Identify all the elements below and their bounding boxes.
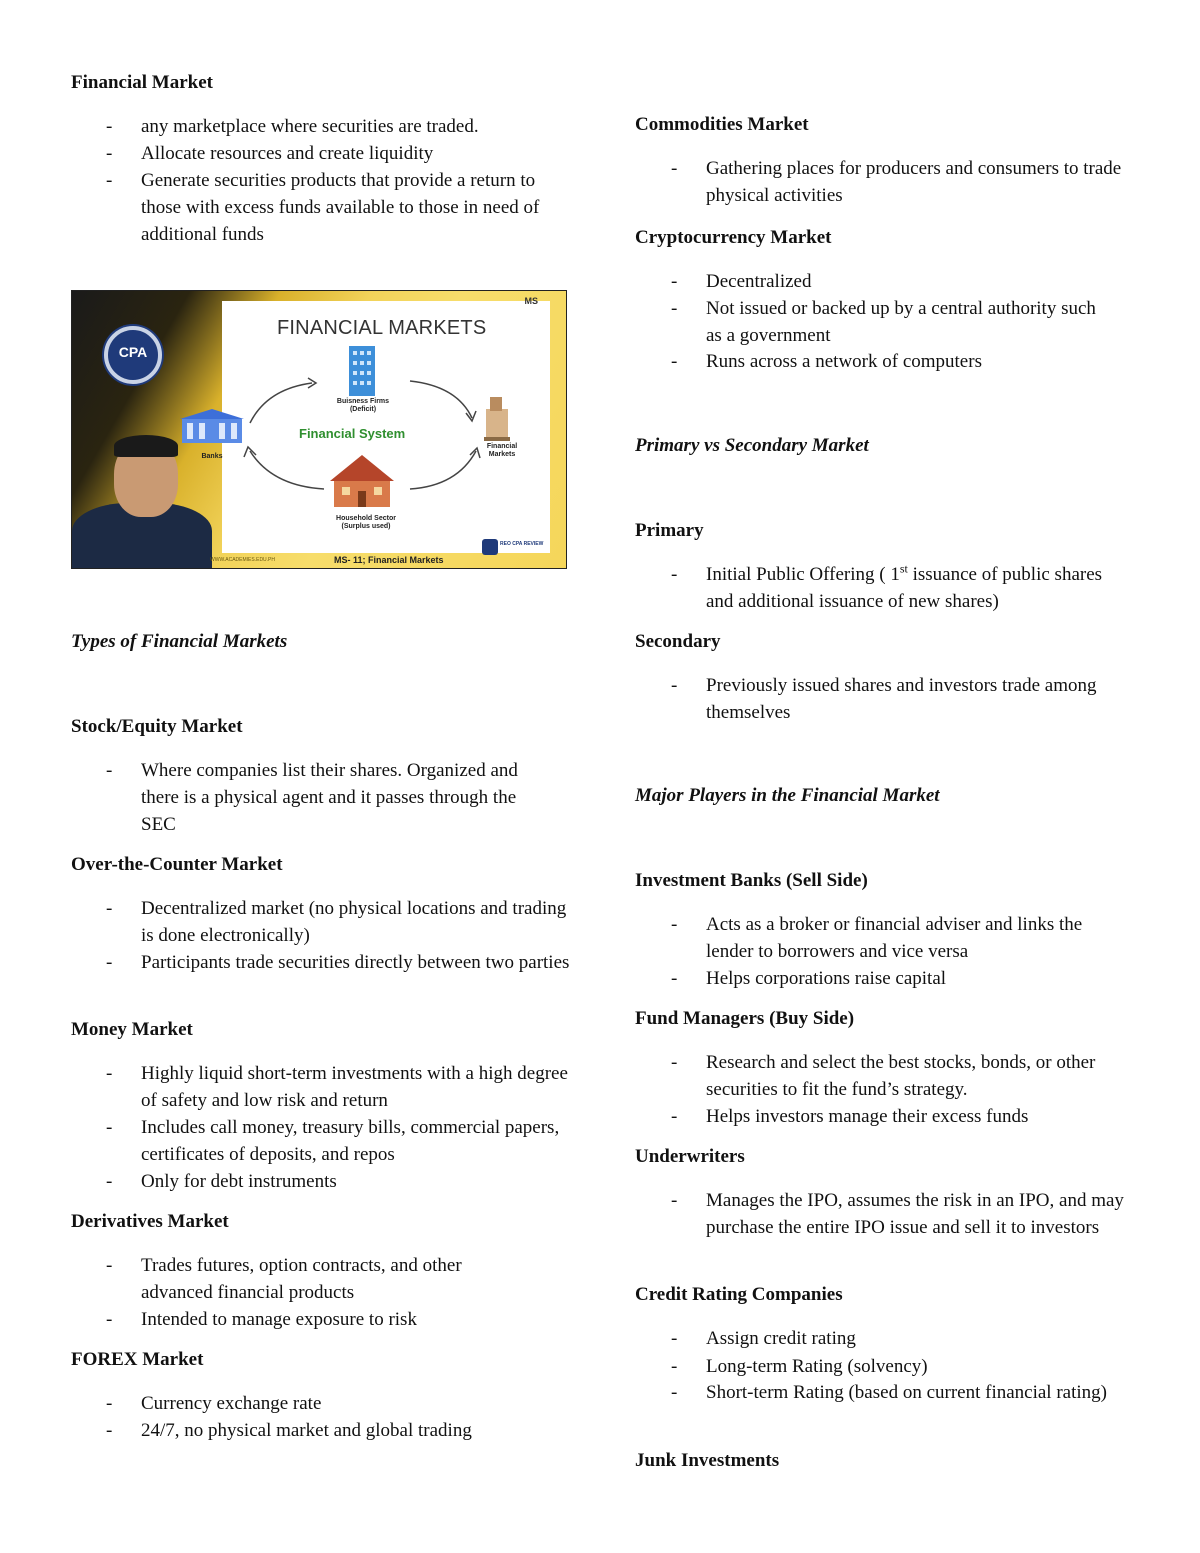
derivatives-market-heading: Derivatives Market — [71, 1211, 229, 1232]
lecture-slide-image — [71, 290, 567, 569]
stock-market-heading: Stock/Equity Market — [71, 716, 243, 737]
arrow-household-to-markets — [410, 451, 476, 489]
cpa-seal-logo: CPA — [104, 326, 162, 384]
financial-market-heading: Financial Market — [71, 72, 213, 93]
list-item: - Highly liquid short-term investments with a high degree of safety and low risk and return — [106, 1063, 568, 1111]
financial-market-building-icon — [484, 397, 510, 441]
slide-corner-label: MS — [524, 296, 538, 306]
primary-heading: Primary — [635, 520, 704, 541]
list-item: - Acts as a broker or financial adviser and links the lender to borrowers and vice versa — [671, 914, 1083, 962]
list-item: - Intended to manage exposure to risk — [106, 1309, 417, 1330]
list-item: - Not issued or backed up by a central authority such as a government — [671, 298, 1096, 346]
list-item: - Decentralized market (no physical locations and trading is done electronically) — [106, 898, 567, 946]
financial-markets-label: Financial Markets — [486, 443, 518, 458]
list-item: - Assign credit rating — [671, 1328, 856, 1349]
money-market-heading: Money Market — [71, 1019, 193, 1040]
list-item: - Includes call money, treasury bills, commercial papers, certificates of deposits, and repos — [106, 1117, 560, 1165]
credit-rating-heading: Credit Rating Companies — [635, 1284, 843, 1305]
list-item: - any marketplace where securities are traded. — [106, 116, 479, 137]
arrow-firms-to-markets — [410, 381, 472, 418]
types-heading: Types of Financial Markets — [71, 631, 288, 652]
list-item: - Gathering places for producers and consumers to trade physical activities — [671, 158, 1122, 206]
household-sector-label: Household Sector (Surplus used) — [336, 515, 396, 530]
slide-url: WWW.ACADEMIES.EDU.PH — [210, 557, 276, 563]
list-item: - Allocate resources and create liquidity — [106, 143, 434, 164]
list-item: - Trades futures, option contracts, and other advanced financial products — [106, 1255, 462, 1303]
commodities-market-heading: Commodities Market — [635, 114, 809, 135]
secondary-heading: Secondary — [635, 631, 721, 652]
cryptocurrency-market-heading: Cryptocurrency Market — [635, 227, 832, 248]
fund-managers-heading: Fund Managers (Buy Side) — [635, 1008, 855, 1029]
list-item: - Research and select the best stocks, bonds, or other securities to fit the fund’s strategy. — [671, 1052, 1096, 1100]
banks-label: Banks — [201, 453, 223, 460]
list-item: - 24/7, no physical market and global trading — [106, 1420, 472, 1441]
slide-footer: MS- 11; Financial Markets — [334, 555, 444, 565]
business-firms-label: Buisness Firms (Deficit) — [336, 398, 390, 413]
list-item: - Only for debt instruments — [106, 1171, 337, 1192]
arrow-banks-to-firms — [250, 383, 312, 423]
brand-name: REO CPA REVIEW — [500, 541, 544, 547]
bank-building-icon — [180, 409, 244, 443]
household-house-icon — [330, 455, 394, 507]
list-item: - Previously issued shares and investors trade among themselves — [671, 675, 1097, 723]
business-firm-building-icon — [349, 346, 375, 396]
list-item: - Helps investors manage their excess funds — [671, 1106, 1029, 1127]
list-item: - Helps corporations raise capital — [671, 968, 947, 989]
list-item: - Participants trade securities directly between two parties — [106, 952, 570, 973]
junk-investments-heading: Junk Investments — [635, 1450, 780, 1471]
list-item: - Where companies list their shares. Organized and there is a physical agent and it passes through the SEC — [106, 760, 518, 835]
primary-vs-secondary-heading: Primary vs Secondary Market — [635, 435, 869, 456]
investment-banks-heading: Investment Banks (Sell Side) — [635, 870, 868, 891]
list-item: - Currency exchange rate — [106, 1393, 322, 1414]
list-item: - Manages the IPO, assumes the risk in an IPO, and may purchase the entire IPO issue and sell it to investors — [671, 1190, 1124, 1238]
presenter-hair — [114, 435, 178, 457]
underwriters-heading: Underwriters — [635, 1146, 745, 1167]
forex-market-heading: FOREX Market — [71, 1349, 204, 1370]
list-item: - Initial Public Offering ( 1st issuance of public shares and additional issuance of new shares) — [671, 561, 1103, 612]
major-players-heading: Major Players in the Financial Market — [635, 785, 940, 806]
list-item: - Short-term Rating (based on current financial rating) — [671, 1382, 1107, 1403]
financial-system-label: Financial System — [299, 426, 406, 441]
list-item: - Runs across a network of computers — [671, 351, 982, 372]
list-item: - Decentralized — [671, 271, 812, 292]
slide-title: FINANCIAL MARKETS — [277, 317, 487, 339]
arrow-household-to-banks — [250, 451, 324, 489]
brand-logo-icon — [482, 539, 498, 555]
list-item: - Generate securities products that provide a return to those with excess funds available to those in need of additional funds — [106, 170, 540, 245]
otc-market-heading: Over-the-Counter Market — [71, 854, 283, 875]
list-item: - Long-term Rating (solvency) — [671, 1356, 928, 1377]
